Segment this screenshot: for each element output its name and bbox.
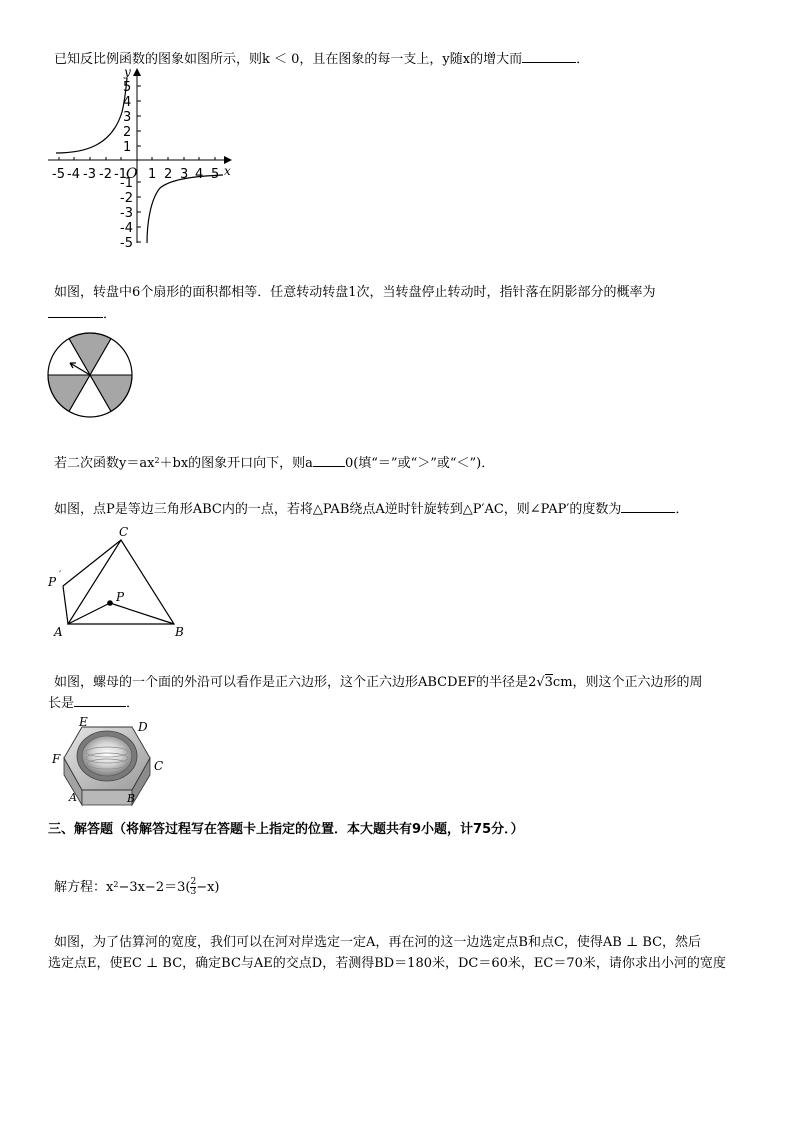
y-axis-arrow [133,68,141,76]
fraction-denominator: 3 [190,887,197,897]
triangle-abc [68,540,174,624]
label-b: B [127,792,136,805]
hex-nut-figure [46,713,176,808]
q6-text [54,878,219,898]
x-tick-label: 5 [211,167,220,182]
q1-text-before: 已知反比例函数的图象如图所示，则k ＜ 0，且在图象的每一支上，y随x的增大而 [54,52,523,67]
x-axis-label: x [224,164,231,178]
label-p: P [116,590,125,604]
q5-line2-before: 长是 [48,696,75,711]
y-tick-label: 4 [123,95,132,110]
branch-upper-left [56,78,127,153]
q6-text-c: −x) [196,880,220,895]
label-e: E [79,715,88,729]
sqrt-radicand: 3 [544,675,553,690]
nut-hole [82,736,132,776]
q2-text-line1: 如图，转盘中6个扇形的面积都相等．任意转动转盘1次，当转盘停止转动时，指针落在阴影部分的概率为 [54,285,656,300]
x-tick-label: 4 [195,167,204,182]
q6-text-b: −3x−2＝3( [118,880,191,895]
label-p-prime: P [48,575,57,589]
q3-text-mid: ＋bx的图象开口向下，则a [159,456,313,471]
y-tick-label: -5 [120,236,133,251]
x-tick-label: 3 [180,167,189,182]
x-tick-label: -3 [83,167,96,182]
y-tick-label: 1 [123,140,132,155]
y-tick-label: 5 [123,80,132,95]
q3-text [54,454,494,474]
answer-blank [621,500,675,513]
answer-blank [74,694,126,707]
exponent: 2 [113,880,119,889]
origin-label: O [126,166,138,182]
q4-text-before: 如图，点P是等边三角形ABC内的一点，若将△PAB绕点A逆时针旋转到△P′AC，则∠PAP′的度数为 [54,502,622,517]
shaded-sector-left [48,375,90,411]
section-heading: 三、解答题（将解答过程写在答题卡上指定的位置．本大题共有9小题，计75分．） [48,822,524,837]
answer-blank [313,454,345,467]
q5-line2-after: ． [126,696,140,711]
x-axis-arrow [224,156,232,164]
x-tick-label: -5 [52,167,65,182]
x-tick-label: -2 [99,167,112,182]
q5-text-after: cm，则这个正六边形的周 [552,675,703,690]
y-tick-label: 2 [123,125,132,140]
x-tick-label: 1 [148,167,157,182]
label-prime-mark: ′ [59,570,62,581]
label-c: C [154,759,164,773]
q7-text-line2: 选定点E，使EC ⊥ BC，确定BC与AE的交点D，若测得BD＝180米，DC＝60米，EC＝70米，请你求出小河的宽度 [48,956,726,971]
q1-text-after: ． [576,52,590,67]
label-b: B [175,625,184,639]
y-tick-label: -3 [120,206,133,221]
y-tick-label: -4 [120,221,133,236]
shaded-sector-right [90,375,132,411]
label-c: C [119,525,129,539]
y-tick-label: -2 [120,191,133,206]
spinner-figure [47,332,133,418]
triangle-figure [45,522,195,642]
q2-text [54,283,656,303]
y-axis-label: y [124,65,131,79]
answer-blank [522,50,576,63]
y-tick-label: -1 [120,176,133,191]
label-f: F [52,752,61,766]
inverse-function-graph [40,66,240,256]
sqrt-sign: √ [536,675,545,690]
q3-text-after: 0(填“＝”或“＞”或“＜”)． [344,456,495,471]
q2-text-after: ． [103,307,117,322]
label-a: A [54,625,63,639]
q4-text-after: ． [675,502,689,517]
x-tick-label: -1 [114,167,127,182]
shaded-sector-top [69,333,111,375]
q5-text-before: 如图，螺母的一个面的外沿可以看作是正六边形，这个正六边形ABCDEF的半径是2 [54,675,537,690]
fraction-numerator: 2 [190,877,197,887]
x-tick-label: -4 [67,167,80,182]
q5-text-line1 [54,673,703,693]
exponent: 2 [154,456,160,465]
q5-text-line2 [48,694,139,714]
q6-text-a: 解方程：x [54,880,114,895]
q7-text-line1: 如图，为了估算河的宽度，我们可以在河对岸选定一定A，再在河的这一边选定点B和点C，使得AB ⊥ BC，然后 [54,935,702,950]
q2-text-line2 [48,305,116,325]
x-tick-label: 2 [164,167,173,182]
answer-blank [48,305,103,318]
q4-text [54,500,688,520]
label-a: A [69,791,77,804]
q3-text-before: 若二次函数y＝ax [54,456,155,471]
y-tick-label: 3 [123,110,132,125]
branch-lower-right [147,175,223,243]
label-d: D [138,720,148,734]
point-p [107,600,113,606]
nut-side-front [82,790,132,805]
